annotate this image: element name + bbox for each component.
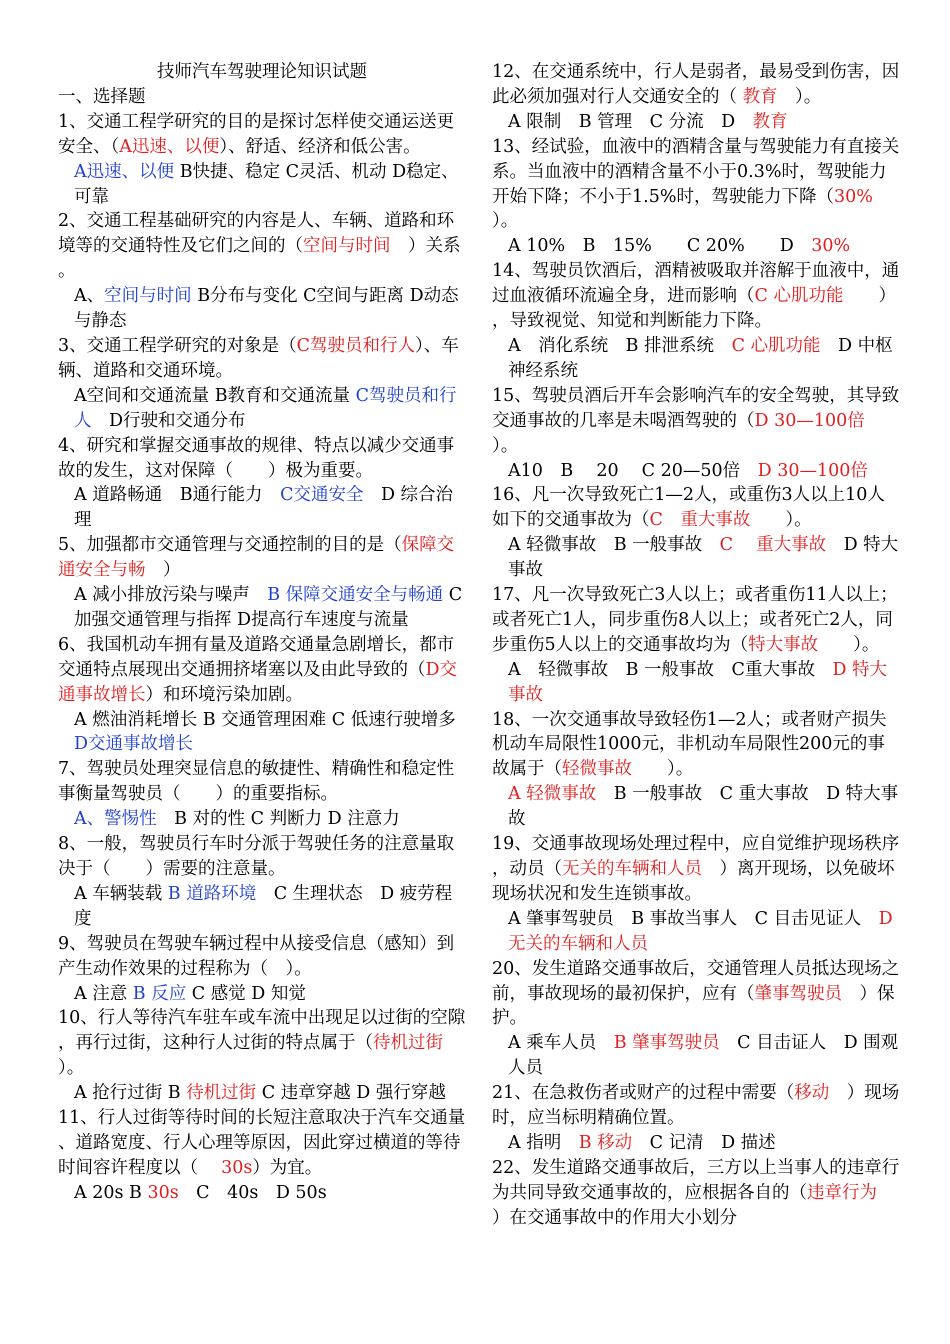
question-text: B分布与变化 C空间与距离 D动态与静态 [74, 286, 459, 332]
answer-text: 空间与时间 [303, 236, 391, 257]
question-13 [492, 135, 908, 260]
question-15 [492, 384, 900, 484]
answer-text: 移动 [794, 1083, 830, 1104]
question-options [492, 1031, 900, 1081]
question-text: 4、研究和掌握交通事故的规律、特点以减少交通事故的发生，这对保障（ ）极为重要。 [58, 435, 455, 481]
question-options [492, 1131, 900, 1156]
question-text: B 一般事故 C 重大事故 D 特大事故 [508, 784, 899, 830]
question-stem [492, 957, 900, 1032]
question-text: 8、一般，驾驶员行车时分派于驾驶任务的注意量取决于（ ）需要的注意量。 [58, 834, 455, 879]
question-text: ）。 [632, 759, 694, 780]
question-text: A 消化系统 B 排泄系统 [508, 335, 732, 356]
question-options [58, 882, 466, 932]
question-text: C 生理状态 D 疲劳程度 [74, 883, 453, 929]
answer-text: C 心肌功能 [754, 286, 844, 307]
question-text: 7、驾驶员处理突显信息的敏捷性、精确性和稳定性事衡量驾驶员（ ）的重要指标。 [58, 759, 455, 805]
answer-text: C 重大事故 [649, 510, 751, 531]
question-stem [58, 932, 466, 982]
question-17 [492, 583, 900, 708]
answer-text: D 30—100倍 [754, 410, 865, 431]
answer-text: A 轻微事故 [508, 784, 597, 805]
left-column [58, 60, 474, 1206]
question-text: ）在交通事故中的作用大小划分 [492, 1182, 912, 1228]
question-8 [58, 832, 466, 932]
question-text: ）。 [492, 186, 908, 232]
answer-text: 特大事故 [748, 634, 819, 655]
answer-text: 30% [811, 236, 851, 257]
question-22 [492, 1156, 912, 1231]
question-20 [492, 957, 900, 1082]
answer-text: D 无关的车辆和人员 [508, 908, 893, 954]
answer-text: A迅速、以便 [119, 136, 220, 157]
question-text: A 轻微事故 B 一般事故 C重大事故 [508, 659, 833, 680]
question-text: 15、驾驶员酒后开车会影响汽车的安全驾驶，其导致交通事故的几率是未喝酒驾驶的（ [492, 385, 900, 431]
question-text: D 综合治理 [74, 485, 454, 531]
question-text: 14、驾驶员饮酒后，酒精被吸取并溶解于血液中，通过血液循环流遍全身，进而影响（ [492, 261, 900, 307]
answer-text: A、警惕性 [74, 809, 157, 830]
question-text: 19、交通事故现场处理过程中，应自觉维护现场秩序，动员（ [492, 834, 900, 879]
question-text: ） [145, 560, 181, 581]
question-text: D行驶和交通分布 [91, 410, 246, 431]
question-9 [58, 932, 466, 1007]
question-options [58, 160, 466, 210]
answer-text: D交通事故增长 [74, 734, 194, 755]
question-options [58, 807, 466, 832]
question-text: D 特大事故 [508, 535, 899, 581]
question-text: 17、凡一次导致死亡3人以上；或者重伤11人以上；或者死亡1人，同步重伤8人以上；或者死亡2人，同步重伤5人以上的交通事故均为（ [492, 585, 898, 655]
answer-text: 教育 [752, 111, 788, 132]
question-text: 11、行人过街等待时间的长短注意取决于汽车交通量、道路宽度、行人心理等原因，因此穿过横道的等待时间容许程度以（ [58, 1108, 466, 1178]
question-options [492, 110, 900, 135]
answer-text: C交通安全 [280, 485, 364, 506]
question-14 [492, 259, 900, 384]
answer-text: D 特大事故 [508, 659, 888, 705]
question-text: ）和环境污染加剧。 [145, 684, 303, 705]
question-options [58, 384, 466, 434]
question-text: ）。 [777, 86, 822, 107]
question-options [492, 782, 900, 832]
answer-text: B 移动 [578, 1132, 633, 1153]
answer-text: 违章行为 [807, 1182, 877, 1203]
answer-text: 无关的车辆和人员 [562, 859, 702, 879]
question-text: D 中枢神经系统 [508, 335, 893, 381]
question-stem [58, 533, 466, 583]
question-text: A 燃油消耗增长 B 交通管理困难 C 低速行驶增多 [74, 709, 474, 730]
answer-text: B 保障交通安全与畅通 [267, 585, 444, 606]
question-stem [58, 832, 466, 882]
question-text: ）。 [818, 634, 880, 655]
question-text: ）、车辆、道路和交通环境。 [58, 335, 459, 381]
question-21 [492, 1081, 900, 1156]
question-stem [492, 384, 900, 459]
answer-text: 空间与时间 [104, 286, 192, 307]
question-options [58, 708, 474, 758]
question-stem [492, 259, 900, 334]
question-text: 10、行人等待汽车驻车或车流中出现足以过街的空隙，再行过街，这种行人过街的特点属于（ [58, 1008, 466, 1054]
question-stem [58, 633, 466, 708]
question-7 [58, 757, 466, 832]
question-stem [58, 334, 466, 384]
answer-text: C 心肌功能 [731, 335, 821, 356]
question-options [58, 583, 466, 633]
question-options [492, 459, 900, 484]
question-text: C 40s D 50s [178, 1182, 327, 1203]
question-stem [492, 708, 900, 783]
question-12 [492, 60, 900, 135]
section-heading: 一、选择题 [58, 86, 146, 107]
question-text: 21、在急救伤者或财产的过程中需要（ [492, 1083, 795, 1104]
question-text: A10 B 20 C 20—50倍 [508, 460, 758, 481]
question-3 [58, 334, 466, 434]
question-text: A 减小排放污染与噪声 [74, 585, 268, 606]
answer-text: 30s [221, 1157, 253, 1178]
question-text: 5、加强都市交通管理与交通控制的目的是（ [58, 535, 402, 556]
question-stem [58, 209, 466, 284]
question-text: 2、交通工程基础研究的内容是人、车辆、道路和环境等的交通特性及它们之间的（ [58, 211, 455, 257]
question-19 [492, 832, 900, 957]
question-11 [58, 1106, 466, 1206]
document-title: 技师汽车驾驶理论知识试题 [157, 62, 367, 82]
question-text: A 20s B [74, 1182, 148, 1203]
question-text: B 对的性 C 判断力 D 注意力 [156, 809, 400, 830]
question-2 [58, 209, 466, 334]
question-4 [58, 434, 466, 534]
question-5 [58, 533, 466, 633]
question-text: 18、一次交通事故导致轻伤1—2人；或者财产损失机动车局限性1000元，非机动车局限性200元的事故属于（ [492, 709, 887, 780]
question-text: A 限制 B 管理 C 分流 D [508, 111, 753, 132]
right-column [492, 60, 912, 1231]
answer-text: C 重大事故 [719, 535, 827, 556]
question-text: C 感觉 D 知觉 [186, 983, 306, 1004]
question-text: ）现场时，应当标明精确位置。 [492, 1083, 900, 1129]
question-stem [492, 1081, 900, 1131]
question-text: A 抢行过街 B [74, 1083, 187, 1104]
answer-text: 轻微事故 [562, 759, 632, 780]
answer-text: 保障交通安全与畅 [58, 535, 455, 581]
question-text: ）为宜。 [252, 1157, 323, 1178]
question-text: ），导致视觉、知觉和判断能力下降。 [492, 286, 888, 332]
question-text: A、 [74, 286, 105, 307]
answer-text: 待机过街 [373, 1033, 443, 1054]
question-text: 16、凡一次导致死亡1—2人，或重伤3人以上10人如下的交通事故为（ [492, 485, 885, 531]
question-text: A空间和交通流量 B教育和交通流量 [74, 385, 356, 406]
question-text: C 目击证人 D 围观人员 [508, 1033, 899, 1079]
question-options [492, 658, 900, 708]
question-stem [492, 60, 900, 110]
question-stem [58, 434, 466, 484]
question-stem [492, 1156, 912, 1231]
answer-text: A迅速、以便 [74, 161, 175, 182]
answer-text: C驾驶员和行人 [296, 335, 416, 356]
question-text: 20、发生道路交通事故后，交通管理人员抵达现场之前，事故现场的最初保护，应有（ [492, 958, 900, 1004]
answer-text: 教育 [742, 86, 778, 107]
question-text: 22、发生道路交通事故后，三方以上当事人的违章行为共同导致交通事故的，应根据各自的（ [492, 1157, 900, 1203]
question-options [492, 234, 900, 259]
question-text: ）关系。 [58, 236, 461, 282]
question-text: A 10% B 15% C 20% D [508, 236, 812, 257]
answer-text: B 肇事驾驶员 [613, 1033, 720, 1054]
question-text: ）。 [492, 410, 900, 456]
question-text: 6、我国机动车拥有量及道路交通量急剧增长，都市交通特点展现出交通拥挤堵塞以及由此导致的（ [58, 634, 455, 680]
question-options [492, 533, 900, 583]
question-text: ）、舒适、经济和低公害。 [219, 136, 421, 157]
question-stem [58, 1006, 466, 1081]
question-stem [58, 1106, 466, 1181]
answer-text: 30s [147, 1182, 179, 1203]
answer-text: 待机过街 [186, 1083, 257, 1104]
answer-text: D交通事故增长 [58, 659, 458, 705]
question-stem [492, 583, 900, 658]
question-options [492, 907, 900, 957]
question-text: A 指明 [508, 1132, 579, 1153]
question-text: 13、经试验，血液中的酒精含量与驾驶能力有直接关系。当血液中的酒精含量不小于0.3%时，驾驶能力开始下降；不小于1.5%时，驾驶能力下降（ [492, 136, 900, 207]
answer-text: C驾驶员和行人 [74, 385, 457, 431]
question-options [58, 1181, 466, 1206]
question-1 [58, 110, 466, 210]
question-text: 1、交通工程学研究的目的是探讨怎样使交通运送更安全、（ [58, 111, 455, 157]
question-16 [492, 483, 900, 583]
question-text: A 注意 [74, 983, 133, 1004]
question-18 [492, 708, 900, 833]
question-10 [58, 1006, 466, 1106]
question-text: A 肇事驾驶员 B 事故当事人 C 目击见证人 [508, 908, 879, 929]
question-text: ）。 [58, 1033, 461, 1079]
question-text: 12、在交通系统中，行人是弱者，最易受到伤害，因此必须加强对行人交通安全的（ [492, 62, 900, 107]
question-text: ）离开现场，以免破坏现场状况和发生连锁事故。 [492, 859, 895, 904]
question-text: A 乘车人员 [508, 1033, 614, 1054]
question-stem [58, 110, 466, 160]
question-text: ）。 [750, 510, 812, 531]
question-6 [58, 633, 474, 758]
question-text: A 道路畅通 B通行能力 [74, 485, 281, 506]
question-text: 3、交通工程学研究的对象是（ [58, 335, 297, 356]
answer-text: B 反应 [132, 983, 187, 1004]
answer-text: D 30—100倍 [757, 460, 868, 481]
question-stem [492, 135, 908, 235]
question-text: A 轻微事故 B 一般事故 [508, 535, 720, 556]
question-text: 9、驾驶员在驾驶车辆过程中从接受信息（感知）到产生动作效果的过程称为（ ）。 [58, 933, 455, 979]
question-text: B快捷、稳定 C灵活、机动 D稳定、可靠 [74, 161, 459, 207]
answer-text: B 道路环境 [167, 883, 257, 904]
question-text: A 车辆装载 [74, 883, 168, 904]
question-options [58, 483, 466, 533]
question-text: C 记清 D 描述 [632, 1132, 776, 1153]
question-stem [492, 832, 900, 907]
question-stem [492, 483, 900, 533]
question-options [58, 982, 466, 1007]
question-text: ）保护。 [492, 983, 895, 1029]
question-options [58, 1081, 466, 1106]
answer-text: 肇事驾驶员 [754, 983, 842, 1004]
question-text: C加强交通管理与指挥 D提高行车速度与流量 [74, 585, 463, 630]
question-options [492, 334, 900, 384]
question-stem [58, 757, 466, 807]
question-options [58, 284, 466, 334]
answer-text: 30% [833, 186, 873, 207]
question-text: C 违章穿越 D 强行穿越 [256, 1083, 446, 1104]
